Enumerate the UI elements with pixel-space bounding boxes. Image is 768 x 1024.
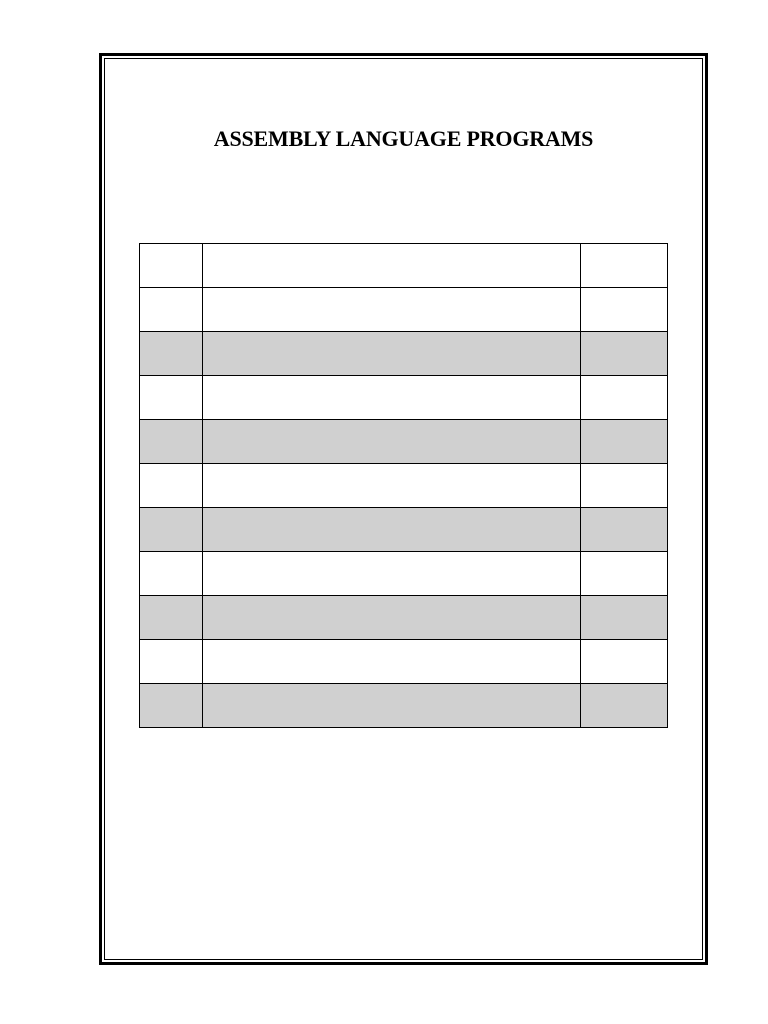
table-row (140, 596, 668, 640)
program-name-cell (203, 332, 581, 376)
number-cell (140, 244, 203, 288)
page-cell (581, 464, 668, 508)
number-cell (140, 420, 203, 464)
number-cell (140, 464, 203, 508)
program-name-cell (203, 552, 581, 596)
table-row (140, 684, 668, 728)
table-row (140, 332, 668, 376)
table-row (140, 244, 668, 288)
program-name-cell (203, 640, 581, 684)
page-cell (581, 376, 668, 420)
program-name-cell (203, 288, 581, 332)
table-row (140, 376, 668, 420)
page-cell (581, 420, 668, 464)
program-name-cell (203, 596, 581, 640)
number-cell (140, 640, 203, 684)
page-cell (581, 332, 668, 376)
number-cell (140, 684, 203, 728)
program-name-cell (203, 464, 581, 508)
page-title: ASSEMBLY LANGUAGE PROGRAMS (213, 126, 594, 151)
program-name-cell (203, 684, 581, 728)
page-cell (581, 552, 668, 596)
table-row (140, 508, 668, 552)
page-cell (581, 640, 668, 684)
page-cell (581, 288, 668, 332)
table-row (140, 464, 668, 508)
program-name-cell (203, 376, 581, 420)
number-cell (140, 596, 203, 640)
programs-table (139, 243, 668, 728)
page-cell (581, 508, 668, 552)
table-row (140, 288, 668, 332)
number-cell (140, 332, 203, 376)
program-name-cell (203, 508, 581, 552)
page-cell (581, 244, 668, 288)
table-row (140, 420, 668, 464)
program-name-cell (203, 244, 581, 288)
table-row (140, 640, 668, 684)
program-name-cell (203, 420, 581, 464)
number-cell (140, 376, 203, 420)
page-cell (581, 684, 668, 728)
table-row (140, 552, 668, 596)
number-cell (140, 508, 203, 552)
number-cell (140, 288, 203, 332)
page-cell (581, 596, 668, 640)
programs-table-body (140, 244, 668, 728)
number-cell (140, 552, 203, 596)
